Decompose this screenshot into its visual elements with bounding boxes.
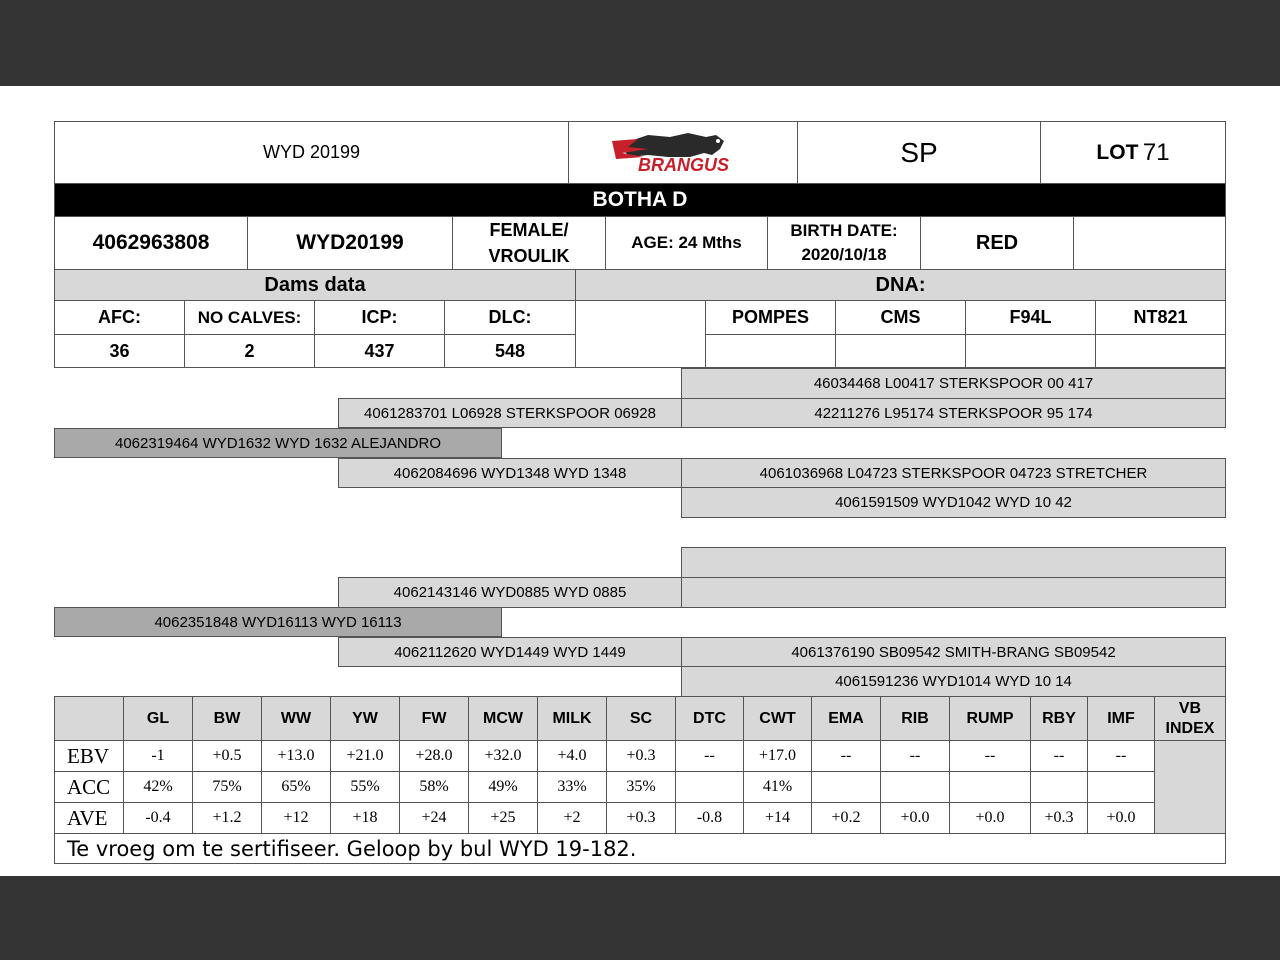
birth-date-value: 2020/10/18 — [801, 245, 887, 264]
dna-nt821-label: NT821 — [1095, 300, 1226, 335]
ave-rib: +0.0 — [880, 802, 950, 834]
dlc-value: 548 — [444, 334, 576, 368]
pedigree-sire-dam-sire: 4061036968 L04723 STERKSPOOR 04723 STRETCHER — [681, 458, 1226, 488]
animal-name: BOTHA D — [54, 183, 1226, 217]
col-cwt: CWT — [743, 696, 812, 741]
dna-pompes-label: POMPES — [705, 300, 836, 335]
pedigree-sire: 4062319464 WYD1632 WYD 1632 ALEJANDRO — [54, 428, 502, 458]
ebv-fw: +28.0 — [399, 740, 469, 772]
col-sc: SC — [606, 696, 676, 741]
acc-mcw: 49% — [468, 771, 538, 803]
ave-imf: +0.0 — [1087, 802, 1155, 834]
acc-ema — [811, 771, 881, 803]
acc-rby — [1030, 771, 1088, 803]
pedigree-dam-dam-dam: 4061591236 WYD1014 WYD 10 14 — [681, 666, 1226, 697]
ebv-cwt: +17.0 — [743, 740, 812, 772]
dna-pompes-value — [705, 334, 836, 368]
ave-sc: +0.3 — [606, 802, 676, 834]
dna-blank — [575, 300, 706, 368]
acc-bw: 75% — [192, 771, 262, 803]
pedigree-sire-dam: 4062084696 WYD1348 WYD 1348 — [338, 458, 682, 488]
reg-number: 4062963808 — [54, 216, 248, 270]
acc-imf — [1087, 771, 1155, 803]
lot-label: LOT — [1096, 140, 1139, 164]
row-label-ebv: EBV — [54, 740, 124, 772]
ebv-rump: -- — [949, 740, 1031, 772]
dna-cms-value — [835, 334, 966, 368]
acc-rib — [880, 771, 950, 803]
icp-label: ICP: — [314, 300, 445, 335]
col-bw: BW — [192, 696, 262, 741]
animal-code: WYD20199 — [247, 216, 453, 270]
ave-bw: +1.2 — [192, 802, 262, 834]
color: RED — [920, 216, 1074, 270]
acc-ww: 65% — [261, 771, 331, 803]
pedigree-dam-dam: 4062112620 WYD1449 WYD 1449 — [338, 637, 682, 667]
sex-line2: VROULIK — [488, 246, 570, 266]
ebv-yw: +21.0 — [330, 740, 400, 772]
vb-index-line1: VB — [1178, 699, 1202, 717]
pedigree-dam: 4062351848 WYD16113 WYD 16113 — [54, 607, 502, 637]
svg-text:BRANGUS: BRANGUS — [638, 154, 730, 175]
dams-data-title: Dams data — [54, 269, 576, 301]
dlc-label: DLC: — [444, 300, 576, 335]
pedigree-sire-sire: 4061283701 L06928 STERKSPOOR 06928 — [338, 398, 682, 428]
ebv-gl: -1 — [123, 740, 193, 772]
sale-card — [0, 86, 1280, 876]
pedigree-sire-dam-dam: 4061591509 WYD1042 WYD 10 42 — [681, 487, 1226, 518]
ebv-rib: -- — [880, 740, 950, 772]
birth-label: BIRTH DATE: — [790, 221, 898, 240]
vb-index-value — [1154, 740, 1226, 834]
afc-label: AFC: — [54, 300, 185, 335]
empty-detail — [1073, 216, 1226, 270]
ebv-corner — [54, 696, 124, 741]
pedigree-dam-dam-sire: 4061376190 SB09542 SMITH-BRANG SB09542 — [681, 637, 1226, 667]
acc-fw: 58% — [399, 771, 469, 803]
col-rump: RUMP — [949, 696, 1031, 741]
ave-dtc: -0.8 — [675, 802, 744, 834]
acc-gl: 42% — [123, 771, 193, 803]
acc-cwt: 41% — [743, 771, 812, 803]
age: AGE: 24 Mths — [605, 216, 768, 270]
pedigree-dam-sire-dam — [681, 577, 1226, 608]
ave-ww: +12 — [261, 802, 331, 834]
ebv-bw: +0.5 — [192, 740, 262, 772]
ebv-milk: +4.0 — [537, 740, 607, 772]
ave-milk: +2 — [537, 802, 607, 834]
dna-nt821-value — [1095, 334, 1226, 368]
dna-f94l-label: F94L — [965, 300, 1096, 335]
acc-sc: 35% — [606, 771, 676, 803]
bull-logo-icon — [608, 127, 758, 179]
ave-cwt: +14 — [743, 802, 812, 834]
col-yw: YW — [330, 696, 400, 741]
birth-date — [767, 216, 921, 270]
ebv-dtc: -- — [675, 740, 744, 772]
pedigree-sire-sire-dam: 42211276 L95174 STERKSPOOR 95 174 — [681, 398, 1226, 428]
dna-f94l-value — [965, 334, 1096, 368]
acc-milk: 33% — [537, 771, 607, 803]
brangus-logo — [568, 121, 798, 184]
col-fw: FW — [399, 696, 469, 741]
remark: Te vroeg om te sertifiseer. Geloop by bul WYD 19-182. — [54, 833, 1226, 864]
ebv-ema: -- — [811, 740, 881, 772]
col-rib: RIB — [880, 696, 950, 741]
acc-rump — [949, 771, 1031, 803]
no-calves-value: 2 — [184, 334, 315, 368]
lot-number: 71 — [1142, 138, 1170, 166]
col-dtc: DTC — [675, 696, 744, 741]
sex — [452, 216, 606, 270]
col-gl: GL — [123, 696, 193, 741]
ebv-sc: +0.3 — [606, 740, 676, 772]
ave-rump: +0.0 — [949, 802, 1031, 834]
col-mcw: MCW — [468, 696, 538, 741]
col-vb-index — [1154, 696, 1226, 741]
dna-cms-label: CMS — [835, 300, 966, 335]
ave-yw: +18 — [330, 802, 400, 834]
ebv-imf: -- — [1087, 740, 1155, 772]
ebv-ww: +13.0 — [261, 740, 331, 772]
ave-gl: -0.4 — [123, 802, 193, 834]
ave-mcw: +25 — [468, 802, 538, 834]
ebv-mcw: +32.0 — [468, 740, 538, 772]
pedigree-sire-sire-sire: 46034468 L00417 STERKSPOOR 00 417 — [681, 368, 1226, 399]
id-text: WYD 20199 — [54, 121, 569, 184]
col-ww: WW — [261, 696, 331, 741]
grade: SP — [797, 121, 1041, 184]
acc-yw: 55% — [330, 771, 400, 803]
lot-box — [1040, 121, 1226, 184]
icp-value: 437 — [314, 334, 445, 368]
row-label-ave: AVE — [54, 802, 124, 834]
acc-dtc — [675, 771, 744, 803]
no-calves-label: NO CALVES: — [184, 300, 315, 335]
pedigree-dam-sire-sire — [681, 547, 1226, 578]
col-rby: RBY — [1030, 696, 1088, 741]
row-label-acc: ACC — [54, 771, 124, 803]
afc-value: 36 — [54, 334, 185, 368]
ave-fw: +24 — [399, 802, 469, 834]
dna-title: DNA: — [575, 269, 1226, 301]
col-imf: IMF — [1087, 696, 1155, 741]
sex-line1: FEMALE/ — [489, 220, 569, 240]
col-ema: EMA — [811, 696, 881, 741]
pedigree-dam-sire: 4062143146 WYD0885 WYD 0885 — [338, 577, 682, 608]
col-milk: MILK — [537, 696, 607, 741]
vb-index-line2: INDEX — [1165, 719, 1215, 737]
ave-rby: +0.3 — [1030, 802, 1088, 834]
ave-ema: +0.2 — [811, 802, 881, 834]
ebv-rby: -- — [1030, 740, 1088, 772]
